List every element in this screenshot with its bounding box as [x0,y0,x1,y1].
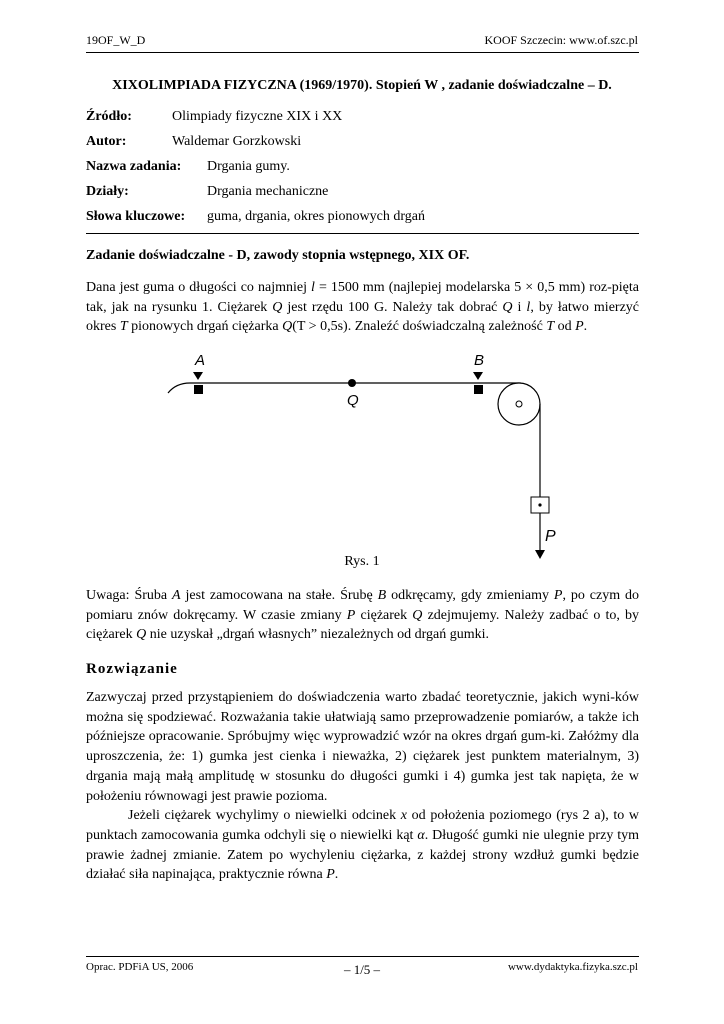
label-p: P [545,528,556,545]
intro-paragraph: Dana jest guma o długości co najmniej l = 1500 mm (najlepiej modelarska 5 × 0,5 mm) roz-pięta tak, jak na rysunku 1. Ciężarek Q jest rzędu 100 G. Należy tak dobrać Q i l, by łatwo mierzyć okres T pionowych drgań ciężarka Q(T > 0,5s). Znaleźć doświadczalną zależność T od P. [86,280,640,335]
author-value: Waldemar Gorzkowski [172,134,302,149]
solution-text [86,688,639,885]
task-heading: Zadanie doświadczalne - D, zawody stopnia wstępnego, XIX OF. [86,248,470,263]
author-label: Autor: [86,134,127,149]
clamp-b-block [474,385,483,394]
keywords-value: guma, drgania, okres pionowych drgań [207,209,425,224]
clamp-b-arrow [473,372,483,380]
load-box-dot [538,503,541,506]
task-name-label: Nazwa zadania: [86,159,182,174]
solution-heading: Rozwiązanie [86,661,178,677]
source-value: Olimpiady fizyczne XIX i XX [172,109,343,124]
figure-rubber-setup [150,345,570,575]
clamp-a-arrow [193,372,203,380]
label-q: Q [347,392,359,409]
meta-divider [86,233,639,234]
page-title: XIXOLIMPIADA FIZYCZNA (1969/1970). Stopień W , zadanie doświadczalne – D. [112,78,612,93]
clamp-a-block [194,385,203,394]
label-a: A [195,352,206,369]
sections-value: Drgania mechaniczne [207,184,329,199]
task-name-value: Drgania gumy. [207,159,290,174]
source-label: Źródło: [86,109,132,124]
sections-label: Działy: [86,184,129,199]
figure-caption: Rys. 1 [344,554,380,569]
keywords-label: Słowa kluczowe: [86,209,186,224]
header-divider [86,52,639,53]
pulley-axle [516,401,522,407]
solution-paragraph-1: Zazwyczaj przed przystąpieniem do doświadczenia warto zbadać teoretycznie, jakich wyni-ków można się spodziewać. Rozważania takie ułatwiają samo przeprowadzenie pomiarów, a także ich późniejsze opracowanie. Spróbujmy więc wyprowadzić wzór na okres drgań gum-ki. Załóżmy dla uproszczenia, że: 1) gumka jest cienka i nieważka, 2) ciężarek jest punktem materialnym, 3) drgania mają małą amplitudę w stosunku do długości gumki i 4) gumka jest tak napięta, że w położeniu równowagi jest prawie pozioma. [86,690,639,804]
page-number: – 1/5 – [343,962,381,977]
header-left: 19OF_W_D [86,33,146,47]
label-b: B [474,352,485,369]
header-right: KOOF Szczecin: www.of.szc.pl [484,33,638,47]
solution-paragraph-2: Jeżeli ciężarek wychylimy o niewielki odcinek x od położenia poziomego (rys 2 a), to w punktach zamocowania gumka odchyli się o niewielki kąt α. Długość gumki nie ulegnie przy tym prawie żadnej zmianie. Zatem po wychyleniu ciężarka, z każdej strony wzdłuż gumki będzie działać siła napinająca, praktycznie równa P. [86,808,639,883]
footer-divider [86,956,639,957]
weight-q-dot [348,379,356,387]
footer-left: Oprac. PDFiA US, 2006 [86,961,194,973]
footer-right: www.dydaktyka.fizyka.szc.pl [507,961,638,973]
rubber-band [168,383,521,393]
note-paragraph: Uwaga: Śruba A jest zamocowana na stałe. Śrubę B odkręcamy, gdy zmieniamy P, po czym do pomiaru znów dokręcamy. W czasie zmiany P ciężarek Q zdejmujemy. Należy zadbać o to, by ciężarek Q nie uzyskał „drgań własnych” niezależnych od drgań gumki. [86,588,640,643]
